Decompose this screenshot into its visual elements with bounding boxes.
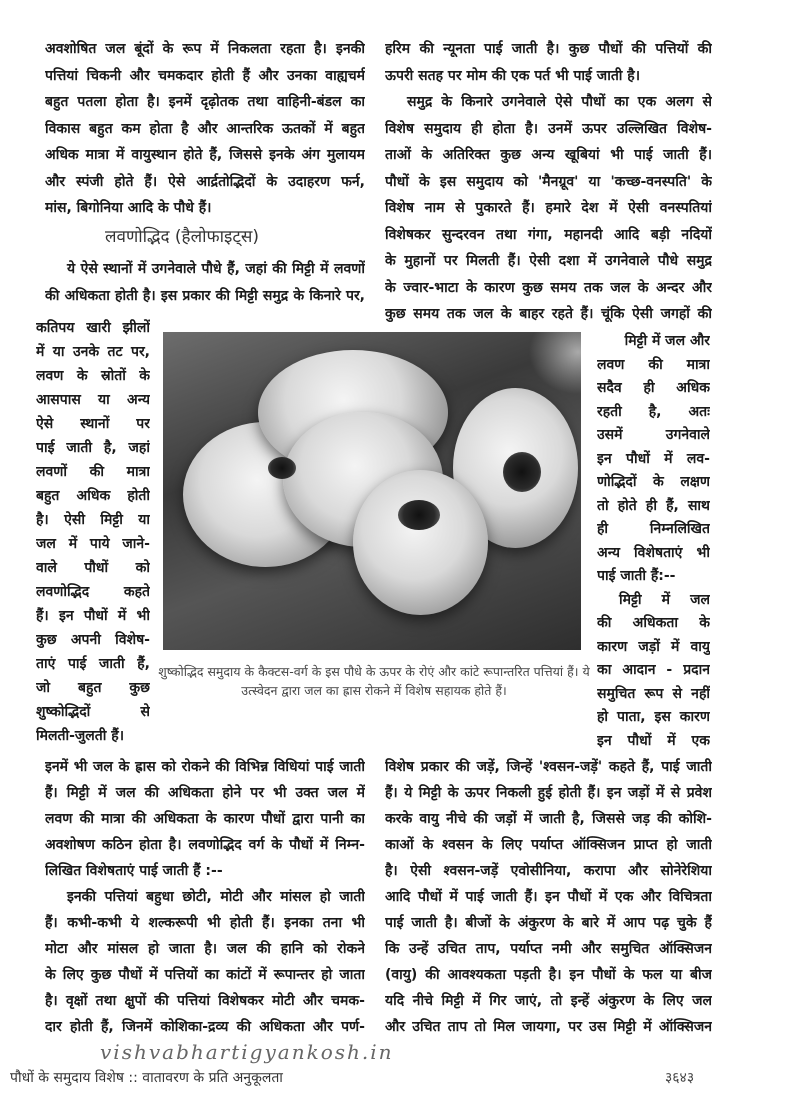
text-line: विशेष नाम से पुकारते हैं। हमारे देश में ऐसी वनस्पतियां [385,200,712,216]
text-line: कारण जड़ों में वायु [597,638,710,655]
narrow-left-text [36,316,150,748]
text-line: है। वृक्षों तथा क्षुपों की पत्तियां विशेषकर मोटी और चमक- [45,993,365,1009]
text-line: में या उनके तट पर, [36,344,150,360]
intro-left-text [45,256,365,309]
text-line: हैं। कभी-कभी ये शल्करूपी भी होती हैं। इनका तना भी [45,915,365,931]
text-line: इनमें भी जल के ह्रास को रोकने की विभिन्न विधियां पाई जाती [45,759,365,775]
text-line: ताओं के अतिरिक्त कुछ अन्य खूबियां भी पाई जाती हैं। [385,147,712,163]
text-line: शुष्कोद्भिदों से [36,704,150,720]
text-line: तो होते ही हैं, साथ [597,497,710,514]
text-line: बहुत अधिक होती [36,488,150,504]
text-line: पाई जाती हैं:-- [597,568,676,584]
text-line: हैं। इन पौधों में भी [36,608,150,624]
text-line: ऐसे स्थानों पर [36,416,150,432]
text-line: इन पौधों में लव- [597,450,710,467]
text-line: ये ऐसे स्थानों में उगनेवाले पौधे हैं, जहां की मिट्टी में लवणों [67,261,365,277]
text-line: मिलती-जुलती हैं। [36,728,125,744]
text-line: उसमें उगनेवाले [597,427,710,443]
text-line: लवण के स्रोतों के [36,368,150,384]
text-line: दार होती हैं, जिनमें कोशिका-द्रव्य की अधिकता और पर्ण- [45,1019,365,1035]
page-number: ३६४३ [665,1070,695,1086]
text-line: विशेष समुदाय ही होता है। उनमें ऊपर उल्लिखित विशेष- [385,120,712,137]
text-line: जल में पाये जाने- [36,536,150,552]
text-line: मांस, बिगोनिया आदि के पौधे हैं। [45,200,212,216]
text-line: यदि नीचे मिट्टी में गिर जाएं, तो इन्हें अंकुरण के लिए जल [385,993,712,1009]
cactus-photo [163,332,581,650]
text-line: है। ऐसी मिट्टी या [36,512,150,528]
text-line: (वायु) की आवश्यकता पड़ती है। इन पौधों के फल या बीज [385,967,712,983]
bottom-left-text [45,754,365,1040]
text-line: इन पौधों में एक [597,732,710,749]
text-line: कुछ समय तक जल के बाहर रहते हैं। चूंकि ऐसी जगहों की [385,306,712,322]
text-line: के लिए कुछ पौधों में पत्तियों का कांटों में रूपान्तर हो जाता [45,967,365,983]
bottom-right-text [385,754,712,1040]
text-line: पत्तियां चिकनी और चमकदार होती हैं और उनका वाह्यचर्म [45,67,365,84]
photo-caption: शुष्कोद्भिद समुदाय के कैक्टस-वर्ग के इस पौधे के ऊपर के रोएं और कांटे रूपान्तरित पत्तियां हैं। ये उत्स्वेदन द्वारा जल का ह्रास रोकने में विशेष सहायक होते हैं। [158,664,590,698]
text-line: पौधों के इस समुदाय को 'मैनग्रूव' या 'कच्छ-वनस्पति' के [385,173,712,190]
text-line: समुचित रूप से नहीं [597,685,710,702]
text-line: बहुत पतला होता है। इनमें दृढ़ोतक तथा वाहिनी-बंडल का [45,94,365,110]
text-line: कतिपय खारी झीलों [36,320,150,336]
text-line: वाले पौधों को [36,560,150,576]
text-line: कि उन्हें उचित ताप, पर्याप्त नमी और समुचित ऑक्सिजन [385,941,712,957]
text-line: हैं। ये मिट्टी के ऊपर निकली हुई होती हैं। इन जड़ों में से प्रवेश [385,785,712,801]
text-line: अन्य विशेषताएं भी [597,544,710,561]
text-line: लिखित विशेषताएं पाई जाती हैं :-- [45,863,223,879]
text-line: कुछ अपनी विशेष- [36,632,150,648]
text-line: अवशोषित जल बूंदों के रूप में निकलता रहता है। इनकी [45,41,365,57]
text-line: आदि पौधों में पाई जाती हैं। इन पौधों में एक और विचित्रता [385,889,712,905]
text-line: और स्पंजी होते हैं। ऐसे आर्द्रतोद्भिदों के उदाहरण फर्न, [45,173,365,190]
text-line: का आदान - प्रदान [597,662,710,678]
text-line: करके वायु नीचे की जड़ों में जाती है, जिससे जड़ की कोशि- [385,811,712,827]
text-line: विशेष प्रकार की जड़ें, जिन्हें 'श्वसन-जड़ें' कहते हैं, पाई जाती [385,759,712,775]
text-line: विकास बहुत कम होता है और आन्तरिक ऊतकों में बहुत [45,120,365,137]
text-line: लवण की मात्रा की अधिकता के कारण पौधों द्वारा पानी का [45,811,365,827]
text-line: ताएं पाई जाती हैं, [36,656,150,672]
text-line: ऊपरी सतह पर मोम की एक पर्त भी पाई जाती है। [385,67,641,84]
text-line: ही निम्नलिखित [597,521,710,537]
text-line: इनकी पत्तियां बहुधा छोटी, मोटी और मांसल हो जाती [67,889,365,905]
watermark: vishvabhartigyankosh.in [100,1040,394,1064]
text-line: लवणों की मात्रा [36,464,150,480]
footer-title: पौधों के समुदाय विशेष :: वातावरण के प्रति अनुकूलता [10,1070,283,1086]
text-line: के मुहानों पर मिलती हैं। ऐसी दशा में उगनेवाले पौधे समुद्र [385,253,712,269]
section-heading: लवणोद्भिद (हैलोफाइट्स) [105,227,260,247]
text-line: हैं। मिट्टी में जल की अधिकता होने पर भी उक्त जल में [45,785,365,801]
text-line: विशेषकर सुन्दरवन तथा गंगा, महानदी आदि बड़ी नदियों [385,226,712,243]
text-line: लवण की मात्रा [597,356,710,373]
top-right-text [385,36,712,328]
text-line: रहती है, अतः [597,403,710,420]
text-line: मिट्टी में जल [619,591,710,608]
text-line: सदैव ही अधिक [597,380,710,396]
text-line: काओं के श्वसन के लिए पर्याप्त ऑक्सिजन प्राप्त हो जाती [385,837,712,853]
text-line: मिट्टी में जल और [624,333,710,349]
text-line: आसपास या अन्य [36,392,150,408]
text-line: हो पाता, इस कारण [597,709,710,725]
text-line: पाई जाती है। बीजों के अंकुरण के बारे में आप पढ़ चुके हैं [385,915,712,931]
text-line: हरिम की न्यूनता पाई जाती है। कुछ पौधों की पत्तियों की [385,41,712,57]
text-line: और उचित ताप तो मिल जायगा, पर उस मिट्टी में ऑक्सिजन [385,1019,712,1035]
text-line: पाई जाती है, जहां [36,440,150,456]
text-line: के ज्वार-भाटा के कारण कुछ समय तक जल के अन्दर और [385,279,712,296]
top-left-text [45,36,365,222]
text-line: मोटा और मांसल हो जाता है। जल की हानि को रोकने [45,941,365,957]
text-line: की अधिकता होती है। इस प्रकार की मिट्टी समुद्र के किनारे पर, [45,287,365,304]
text-line: अवशोषण कठिन होता है। लवणोद्भिद वर्ग के पौधों में निम्न- [45,837,365,853]
narrow-right-text [597,330,710,753]
text-line: अधिक मात्रा में वायुस्थान होते हैं, जिससे इनके अंग मुलायम [45,147,365,163]
text-line: जो बहुत कुछ [36,680,150,696]
text-line: की अधिकता के [597,615,710,631]
text-line: समुद्र के किनारे उगनेवाले ऐसे पौधों का एक अलग से [407,94,712,110]
text-line: लवणोद्भिद कहते [36,584,150,600]
text-line: है। ऐसी श्वसन-जड़ें एवोसीनिया, करापा और सोनेरेशिया [385,863,712,879]
text-line: णोद्भिदों के लक्षण [597,474,710,490]
